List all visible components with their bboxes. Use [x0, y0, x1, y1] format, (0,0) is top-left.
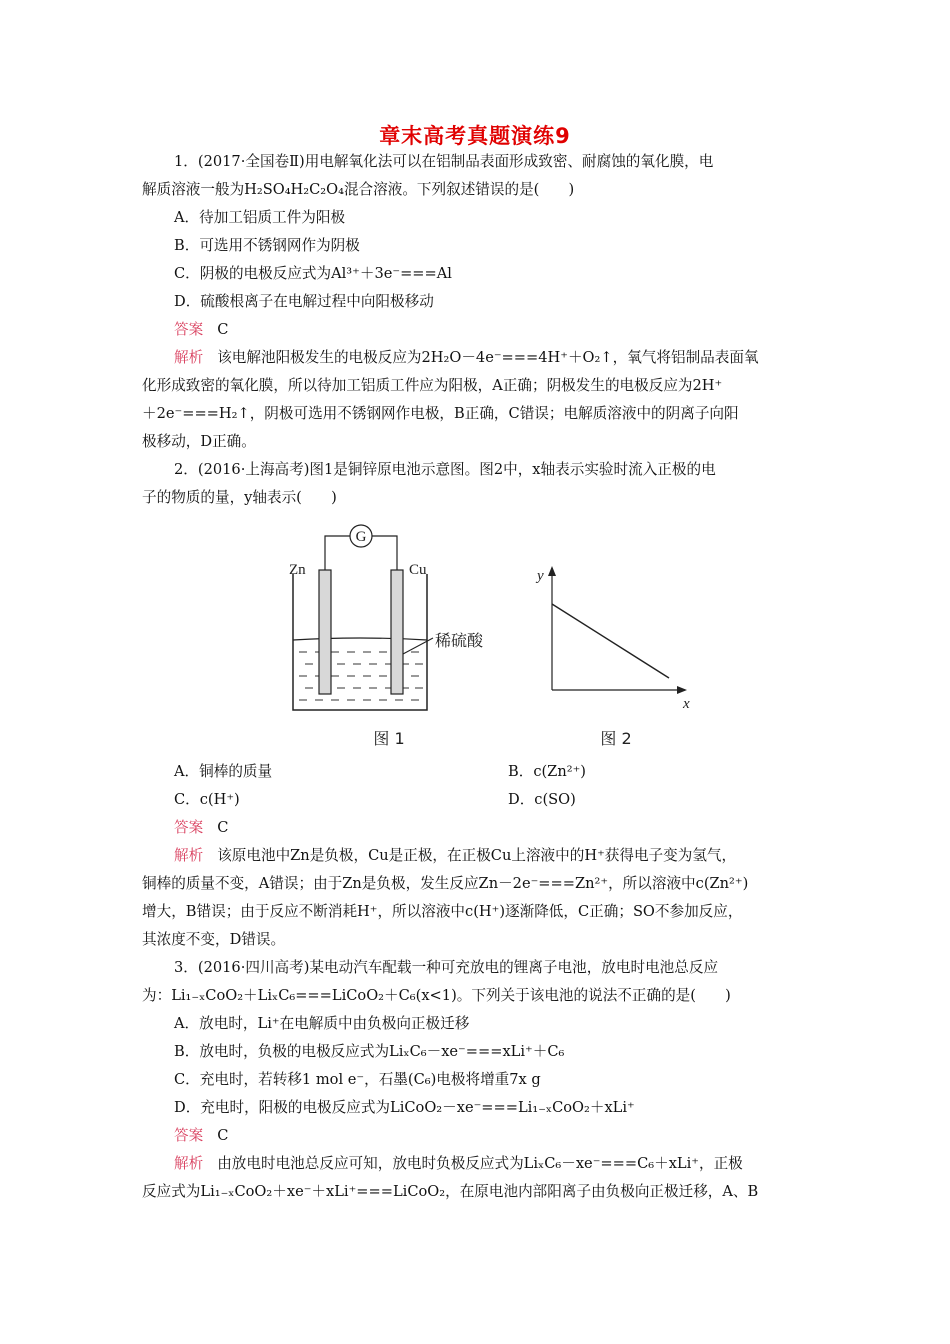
cu-label: Cu [409, 562, 427, 578]
q2-option-c: C．c(H⁺) [174, 791, 240, 808]
q2-option-b: B．c(Zn²⁺) [508, 763, 586, 780]
q1-answer-value: C [217, 321, 229, 338]
graph-line [552, 604, 669, 678]
answer-label: 答案 [174, 321, 204, 338]
q1-answer [174, 320, 228, 340]
analysis-label: 解析 [174, 847, 204, 864]
galvanometer-label: G [355, 529, 367, 545]
y-axis-label: y [537, 568, 544, 584]
wire-right [372, 536, 397, 570]
q1-option-b: B．可选用不锈钢网作为阴极 [174, 237, 360, 254]
page-title: 章末高考真题演练9 [379, 124, 571, 148]
q3-analysis-line-2: 反应式为Li₁₋ₓCoO₂＋xe⁻＋xLi⁺===LiCoO₂，在原电池内部阳离子由负极向正极迁移，A、B [142, 1183, 759, 1200]
q1-option-c: C．阴极的电极反应式为Al³⁺＋3e⁻===Al [174, 265, 452, 282]
q3-option-d: D．充电时，阳极的电极反应式为LiCoO₂－xe⁻===Li₁₋ₓCoO₂＋xLi⁺ [174, 1099, 635, 1116]
q1-option-a: A．待加工铝质工件为阳极 [174, 209, 346, 226]
q2-analysis-line-1 [174, 846, 736, 866]
q2-figure-svg [285, 512, 705, 756]
fig2-graph [535, 566, 690, 748]
q1-stem-line-2: 解质溶液一般为H₂SO₄H₂C₂O₄混合溶液。下列叙述错误的是( ) [142, 181, 575, 198]
q3-stem-line-2: 为：Li₁₋ₓCoO₂＋LiₓC₆===LiCoO₂＋C₆(x<1)。下列关于该电池的说法不正确的是( ) [142, 987, 731, 1004]
q1-stem-line-1: 1．(2017·全国卷Ⅱ)用电解氧化法可以在铝制品表面形成致密、耐腐蚀的氧化膜，电 [174, 153, 714, 170]
q2-analysis-text-1: 该原电池中Zn是负极，Cu是正极，在正极Cu上溶液中的H⁺获得电子变为氢气， [217, 847, 737, 864]
x-axis-label: x [683, 696, 690, 712]
q3-answer-value: C [217, 1127, 229, 1144]
analysis-label: 解析 [174, 349, 204, 366]
q1-analysis-line-1 [174, 348, 759, 368]
q3-option-c: C．充电时，若转移1 mol e⁻，石墨(C₆)电极将增重7x g [174, 1071, 541, 1088]
q1-analysis-line-3: ＋2e⁻===H₂↑，阴极可选用不锈钢网作电极，B正确，C错误；电解质溶液中的阴离子向阳 [142, 405, 739, 422]
q2-stem-line-1: 2．(2016·上海高考)图1是铜锌原电池示意图。图2中，x轴表示实验时流入正极的电 [174, 461, 716, 478]
liquid-surface [293, 638, 427, 640]
fig2-caption: 图 2 [600, 729, 632, 748]
answer-label: 答案 [174, 1127, 204, 1144]
q3-option-b: B．放电时，负极的电极反应式为LiₓC₆－xe⁻===xLi⁺＋C₆ [174, 1043, 565, 1060]
q2-answer [174, 818, 228, 838]
q3-answer [174, 1126, 228, 1146]
zn-electrode [319, 570, 331, 694]
wire-left [325, 536, 350, 570]
q2-analysis-line-3: 增大，B错误；由于反应不断消耗H⁺，所以溶液中c(H⁺)逐渐降低，C正确；SO不参加反应， [142, 903, 743, 920]
q1-analysis-text-1: 该电解池阳极发生的电极反应为2H₂O－4e⁻===4H⁺＋O₂↑，氧气将铝制品表面氧 [217, 349, 759, 366]
q2-analysis-line-2: 铜棒的质量不变，A错误；由于Zn是负极，发生反应Zn－2e⁻===Zn²⁺，所以溶液中c(Zn²⁺) [142, 875, 749, 892]
q2-option-d: D．c(SO) [508, 791, 576, 808]
fig1-caption: 图 1 [373, 729, 405, 748]
q2-stem-line-2: 子的物质的量，y轴表示( ) [142, 489, 337, 506]
q1-analysis-line-2: 化形成致密的氧化膜，所以待加工铝质工件应为阳极，A正确；阴极发生的电极反应为2H⁺ [142, 377, 723, 394]
q2-figure [285, 512, 705, 756]
q1-analysis-line-4: 极移动，D正确。 [142, 433, 256, 450]
q2-answer-value: C [217, 819, 229, 836]
zn-label: Zn [289, 562, 306, 578]
electrolyte-label: 稀硫酸 [435, 631, 484, 650]
q2-option-a: A．铜棒的质量 [174, 763, 273, 780]
q1-option-d: D．硫酸根离子在电解过程中向阳极移动 [174, 293, 434, 310]
answer-label: 答案 [174, 819, 204, 836]
y-axis-arrow [548, 566, 556, 576]
x-axis-arrow [677, 686, 687, 694]
solution-area [294, 640, 426, 709]
q3-analysis-line-1 [174, 1154, 743, 1174]
q3-stem-line-1: 3．(2016·四川高考)某电动汽车配载一种可充放电的锂离子电池，放电时电池总反应 [174, 959, 719, 976]
fig1-galvanic-cell [289, 525, 484, 748]
analysis-label: 解析 [174, 1155, 204, 1172]
q3-option-a: A．放电时，Li⁺在电解质中由负极向正极迁移 [174, 1015, 470, 1032]
q2-analysis-line-4: 其浓度不变，D错误。 [142, 931, 286, 948]
q3-analysis-text-1: 由放电时电池总反应可知，放电时负极反应式为LiₓC₆－xe⁻===C₆＋xLi⁺，正极 [217, 1155, 743, 1172]
cu-electrode [391, 570, 403, 694]
